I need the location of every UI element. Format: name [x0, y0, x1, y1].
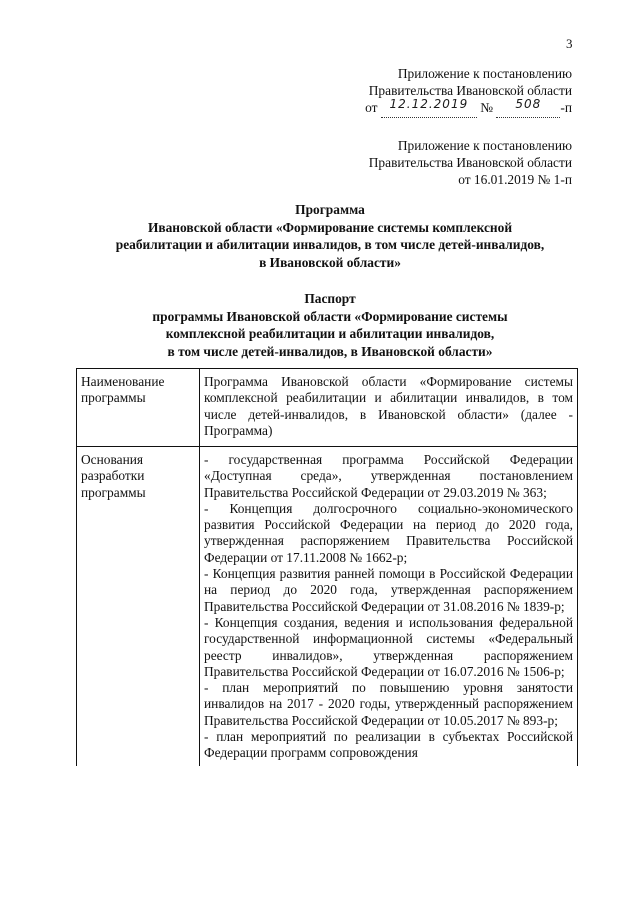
handwritten-number: 508 [515, 97, 542, 111]
passport-title [80, 290, 580, 360]
passport-title-line: программы Ивановской области «Формирование системы [152, 308, 508, 324]
handwritten-number-field [496, 99, 560, 118]
attachment-block-original [369, 137, 572, 188]
passport-table [76, 368, 578, 766]
attachment-2-line-2: Правительства Ивановской области [368, 155, 572, 170]
passport-title-line: Паспорт [304, 291, 356, 306]
attachment-line-2: Правительства Ивановской области [368, 83, 572, 98]
handwritten-date-field [381, 99, 477, 118]
row-content [200, 369, 578, 447]
row-paragraph: - государственная программа Российской Федерации «Доступная среда», утвержденная постановлением Правительства Российской Федерации от 29.03.2019 № 363; [204, 452, 573, 500]
number-suffix: -п [560, 100, 572, 115]
program-title-line: Ивановской области «Формирование системы комплексной [147, 219, 513, 235]
program-title-line: Программа [295, 202, 365, 217]
row-label: Основания разработки программы [77, 447, 200, 766]
passport-title-line: комплексной реабилитации и абилитации инвалидов, [165, 326, 495, 341]
attachment-line-1: Приложение к постановлению [397, 66, 572, 81]
row-paragraph: - план мероприятий по повышению уровня занятости инвалидов на 2017 - 2020 годы, утвержденный распоряжением Правительства Российской Федерации от 10.05.2017 № 893-р; [204, 680, 573, 728]
number-label: № [480, 100, 493, 115]
row-label: Наименование программы [77, 369, 200, 447]
attachment-date-line [365, 99, 572, 118]
page-number: 3 [566, 36, 573, 51]
row-content [200, 447, 578, 766]
row-paragraph: - Концепция долгосрочного социально-экономического развития Российской Федерации на период до 2020 года, утвержденная распоряжением Правительства Российской Федерации от 17.11.2008 № 1662-р; [204, 500, 573, 565]
program-title [80, 201, 580, 271]
handwritten-date: 12.12.2019 [389, 97, 469, 111]
program-title-line: в Ивановской области» [259, 254, 401, 270]
attachment-block-current [365, 65, 572, 118]
attachment-2-line-3: от 16.01.2019 № 1-п [458, 172, 572, 187]
table-row [77, 447, 578, 766]
attachment-2-line-1: Приложение к постановлению [397, 138, 572, 153]
passport-title-line: в том числе детей-инвалидов, в Ивановской области» [167, 343, 493, 359]
row-paragraph: - Концепция создания, ведения и использования федеральной государственной информационной системы «Федеральный реестр инвалидов», утвержденная распоряжением Правительства Российской Федерации от 16.07.2016 № 1506-р; [204, 614, 573, 679]
program-title-line: реабилитации и абилитации инвалидов, в том числе детей-инвалидов, [115, 237, 545, 252]
table-row [77, 369, 578, 447]
row-paragraph: Программа Ивановской области «Формирование системы комплексной реабилитации и абилитации инвалидов, в том числе детей-инвалидов, в Ивановской области» (далее - Программа) [204, 374, 573, 438]
row-paragraph: - Концепция развития ранней помощи в Российской Федерации на период до 2020 года, утвержденная распоряжением Правительства Российской Федерации от 31.08.2016 № 1839-р; [204, 566, 573, 614]
row-paragraph: - план мероприятий по реализации в субъектах Российской Федерации программ сопровождения [204, 729, 573, 761]
from-label: от [365, 100, 378, 115]
